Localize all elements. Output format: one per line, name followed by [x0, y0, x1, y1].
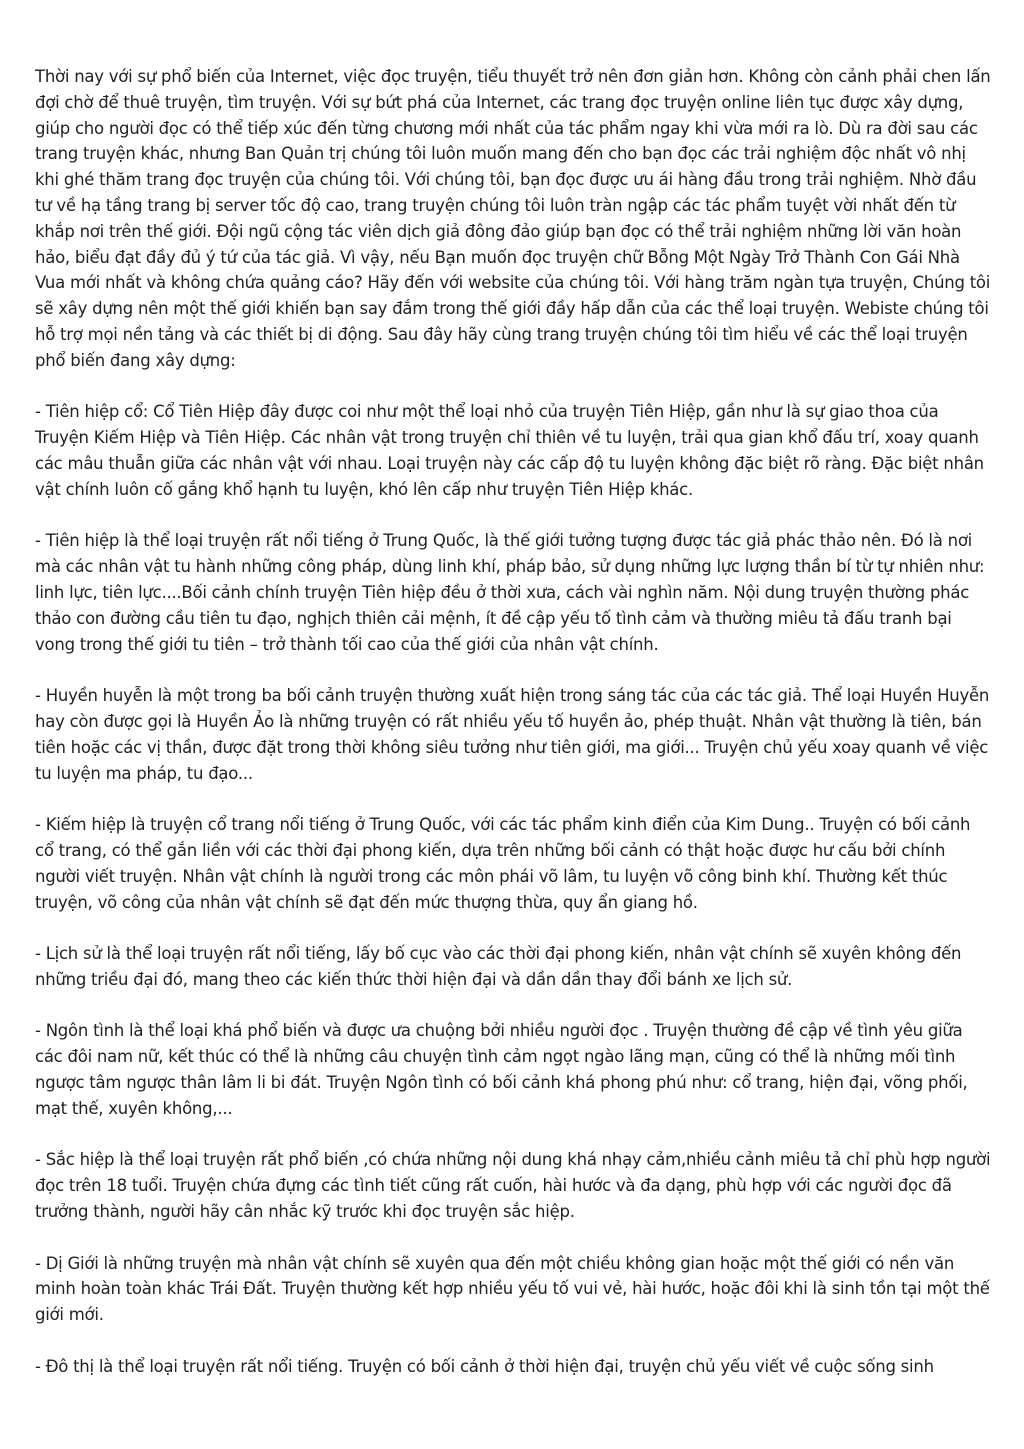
article-body: [35, 64, 993, 1380]
genre-paragraph-tien-hiep: - Tiên hiệp là thể loại truyện rất nổi tiếng ở Trung Quốc, là thế giới tưởng tượng được tác giả phác thảo nên. Đó là nơi mà các nhân vật tu hành những công pháp, dùng linh khí, pháp bảo, sử dụng những lực lượng thần bí từ tự nhiên như: linh lực, tiên lực....Bối cảnh chính truyện Tiên hiệp đều ở thời xưa, cách vài nghìn năm. Nội dung truyện thường phác thảo con đường cầu tiên tu đạo, nghịch thiên cải mệnh, ít đề cập yếu tố tình cảm và thường miêu tả đấu tranh bại vong trong thế giới tu tiên – trở thành tối cao của thế giới của nhân vật chính.: [35, 531, 985, 654]
genre-paragraph-huyen-huyen: - Huyền huyễn là một trong ba bối cảnh truyện thường xuất hiện trong sáng tác của các tác giả. Thể loại Huyền Huyễn hay còn được gọi là Huyền Ảo là những truyện có rất nhiều yếu tố huyền ảo, phép thuật. Nhân vật thường là tiên, bán tiên hoặc các vị thần, được đặt trong thời không siêu tưởng như tiên giới, ma giới... Truyện chủ yếu xoay quanh về việc tu luyện ma pháp, tu đạo...: [35, 686, 990, 783]
genre-paragraph-sac-hiep: - Sắc hiệp là thể loại truyện rất phổ biến ,có chứa những nội dung khá nhạy cảm,nhiều cảnh miêu tả chỉ phù hợp người đọc trên 18 tuổi. Truyện chứa đựng các tình tiết cũng rất cuốn, hài hước và đa dạng, phù hợp với các người đọc đã trưởng thành, người hãy cân nhắc kỹ trước khi đọc truyện sắc hiệp.: [35, 1150, 991, 1222]
genre-paragraph-kiem-hiep: - Kiếm hiệp là truyện cổ trang nổi tiếng ở Trung Quốc, với các tác phẩm kinh điển của Kim Dung.. Truyện có bối cảnh cổ trang, có thể gắn liền với các thời đại phong kiến, dựa trên những bối cảnh có thật hoặc được hư cấu bởi chính người viết truyện. Nhân vật chính là người trong các môn phái võ lâm, tu luyện võ công binh khí. Thường kết thúc truyện, võ công của nhân vật chính sẽ đạt đến mức thượng thừa, quy ẩn giang hồ.: [35, 815, 971, 912]
intro-paragraph: Thời nay với sự phổ biến của Internet, việc đọc truyện, tiểu thuyết trở nên đơn giản hơn. Không còn cảnh phải chen lấn đợi chờ để thuê truyện, tìm truyện. Với sự bứt phá của Internet, các trang đọc truyện online liên tục được xây dựng, giúp cho người đọc có thể tiếp xúc đến từng chương mới nhất của tác phẩm ngay khi vừa mới ra lò. Dù ra đời sau các trang truyện khác, nhưng Ban Quản trị chúng tôi luôn muốn mang đến cho bạn đọc các trải nghiệm độc nhất vô nhị khi ghé thăm trang đọc truyện của chúng tôi. Với chúng tôi, bạn đọc được ưu ái hàng đầu trong trải nghiệm. Nhờ đầu tư về hạ tầng trang bị server tốc độ cao, trang truyện chúng tôi luôn tràn ngập các tác phẩm tuyệt vời nhất đến từ khắp nơi trên thế giới. Đội ngũ cộng tác viên dịch giả đông đảo giúp bạn đọc có thể trải nghiệm những lời văn hoàn hảo, biểu đạt đầy đủ ý tứ của tác giả. Vì vậy, nếu Bạn muốn đọc truyện chữ Bỗng Một Ngày Trở Thành Con Gái Nhà Vua mới nhất và không chứa quảng cáo? Hãy đến với website của chúng tôi. Với hàng trăm ngàn tựa truyện, Chúng tôi sẽ xây dựng nên một thế giới khiến bạn say đắm trong thế giới đầy hấp dẫn của các thể loại truyện. Webiste chúng tôi hỗ trợ mọi nền tảng và các thiết bị di động. Sau đây hãy cùng trang truyện chúng tôi tìm hiểu về các thể loại truyện phổ biến đang xây dựng:: [35, 67, 991, 370]
genre-paragraph-lich-su: - Lịch sử là thể loại truyện rất nổi tiếng, lấy bố cục vào các thời đại phong kiến, nhân vật chính sẽ xuyên không đến những triều đại đó, mang theo các kiến thức thời hiện đại và dần dần thay đổi bánh xe lịch sử.: [35, 944, 962, 989]
genre-paragraph-ngon-tinh: - Ngôn tình là thể loại khá phổ biến và được ưa chuộng bởi nhiều người đọc . Truyện thường đề cập về tình yêu giữa các đôi nam nữ, kết thúc có thể là những câu chuyện tình cảm ngọt ngào lãng mạn, cũng có thể là những mối tình ngược tâm ngược thân lâm li bi đát. Truyện Ngôn tình có bối cảnh khá phong phú như: cổ trang, hiện đại, võng phối, mạt thế, xuyên không,...: [35, 1021, 968, 1118]
genre-paragraph-tien-hiep-co: - Tiên hiệp cổ: Cổ Tiên Hiệp đây được coi như một thể loại nhỏ của truyện Tiên Hiệp, gần như là sự giao thoa của Truyện Kiếm Hiệp và Tiên Hiệp. Các nhân vật trong truyện chỉ thiên về tu luyện, trải qua gian khổ đấu trí, xoay quanh các mâu thuẫn giữa các nhân vật với nhau. Loại truyện này các cấp độ tu luyện không đặc biệt rõ ràng. Đặc biệt nhân vật chính luôn cố gắng khổ hạnh tu luyện, khó lên cấp như truyện Tiên Hiệp khác.: [35, 402, 984, 499]
genre-paragraph-do-thi: - Đô thị là thể loại truyện rất nổi tiếng. Truyện có bối cảnh ở thời hiện đại, truyện chủ yếu viết về cuộc sống sinh: [35, 1356, 934, 1376]
genre-paragraph-di-gioi: - Dị Giới là những truyện mà nhân vật chính sẽ xuyên qua đến một chiều không gian hoặc một thế giới có nền văn minh hoàn toàn khác Trái Đất. Truyện thường kết hợp nhiều yếu tố vui vẻ, hài hước, hoặc đôi khi là sinh tồn tại một thế giới mới.: [35, 1253, 990, 1325]
